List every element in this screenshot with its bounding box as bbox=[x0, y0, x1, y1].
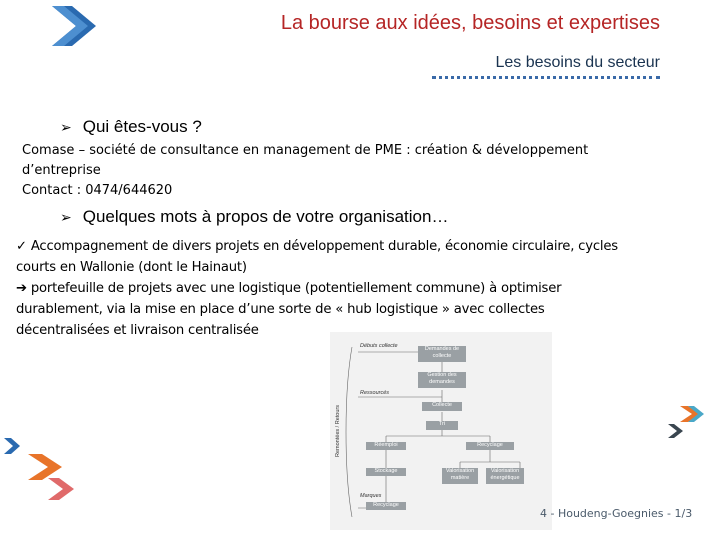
text-line: ➔ portefeuille de projets avec une logistique (potentiellement commune) à optimiser bbox=[16, 281, 562, 296]
question-organisation: ➢ Quelques mots à propos de votre organisation… bbox=[60, 207, 449, 226]
chevron-gray-icon bbox=[666, 422, 686, 440]
text-line: décentralisées et livraison centralisée bbox=[16, 323, 259, 338]
text-line: Contact : 0474/644620 bbox=[22, 183, 173, 198]
arrowhead-bullet-icon: ➢ bbox=[60, 119, 72, 135]
diagram-box: Réemploi bbox=[366, 442, 406, 450]
chevron-red-icon bbox=[46, 476, 76, 502]
page-subtitle: Les besoins du secteur bbox=[495, 54, 660, 71]
text-line: d’entreprise bbox=[22, 163, 101, 178]
diagram-box: Tri bbox=[426, 421, 458, 430]
diagram-box: Demandes de collecte bbox=[418, 346, 466, 362]
question-who: ➢ Qui êtes-vous ? bbox=[60, 117, 202, 136]
diagram-box: Valorisation matière bbox=[442, 468, 478, 484]
page-title: La bourse aux idées, besoins et expertises bbox=[280, 12, 660, 34]
diagram-box: Gestion des demandes bbox=[418, 372, 466, 388]
diagram-label: Débuts collecte bbox=[360, 343, 398, 349]
chevron-blue-icon bbox=[2, 436, 22, 456]
diagram-box: Valorisation énergétique bbox=[486, 468, 524, 484]
arrowhead-bullet-icon: ➢ bbox=[60, 209, 72, 225]
text-line: ✓ Accompagnement de divers projets en développement durable, économie circulaire, cycles bbox=[16, 239, 618, 254]
subtitle-underline bbox=[432, 76, 660, 79]
diagram-side-label: Remontées / Retours bbox=[334, 405, 341, 457]
chevron-orange-small-icon bbox=[678, 404, 704, 424]
diagram-box: Stockage bbox=[366, 468, 406, 476]
logistics-flow-diagram bbox=[330, 332, 552, 530]
text-line: Comase – société de consultance en management de PME : création & développement bbox=[22, 143, 589, 158]
logo-chevron-icon bbox=[50, 4, 100, 48]
footer-text: 4 - Houdeng-Goegnies - 1/3 bbox=[540, 507, 693, 520]
text-line: courts en Wallonie (dont le Hainaut) bbox=[16, 260, 247, 275]
diagram-box: Recyclage bbox=[366, 502, 406, 510]
section1-text bbox=[22, 141, 588, 201]
diagram-label: Ressourcés bbox=[360, 390, 390, 396]
diagram-label: Marques bbox=[360, 493, 382, 499]
section2-text bbox=[16, 236, 716, 341]
diagram-box: Collecte bbox=[422, 402, 462, 411]
text-line: durablement, via la mise en place d’une sorte de « hub logistique » avec collectes bbox=[16, 302, 545, 317]
diagram-box: Recyclage bbox=[466, 442, 514, 450]
